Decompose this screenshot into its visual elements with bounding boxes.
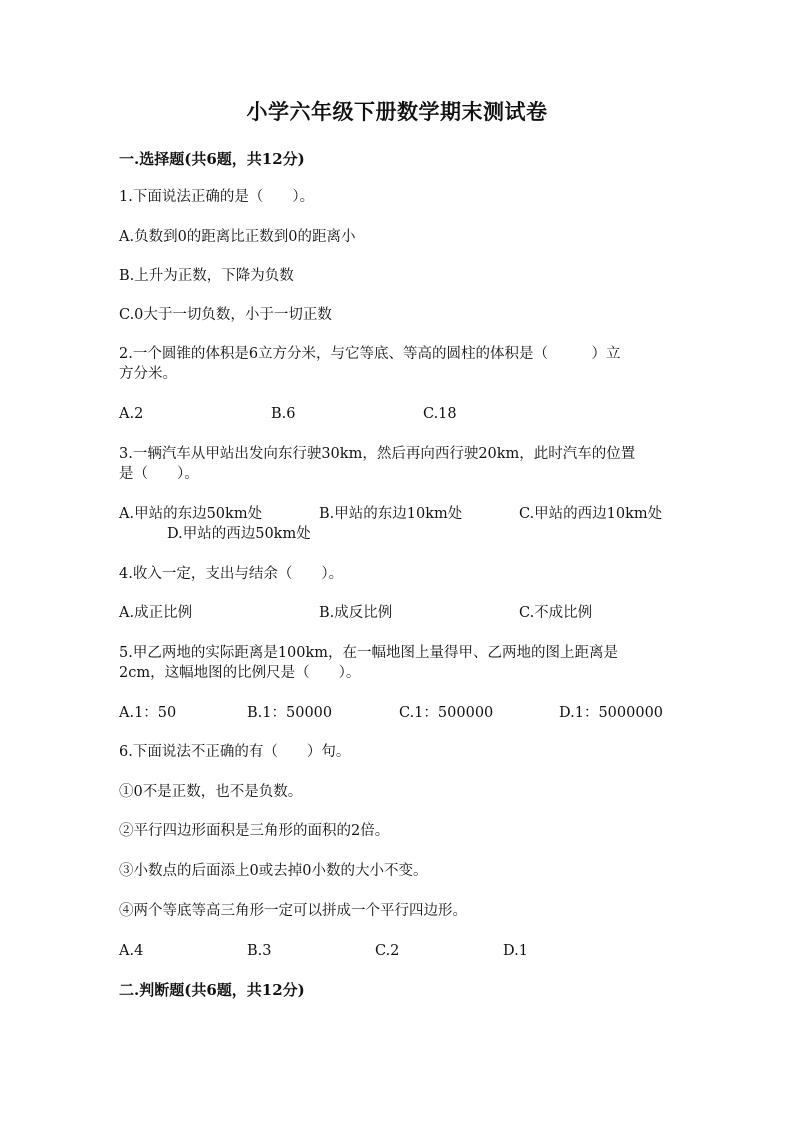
question-5-option-c: C.1：500000 bbox=[399, 705, 494, 721]
question-4-option-b: B.成反比例 bbox=[319, 605, 393, 621]
question-3-stem-line-2: 是（ ）。 bbox=[119, 466, 199, 482]
question-6-statement-1: ①0不是正数，也不是负数。 bbox=[119, 784, 303, 800]
question-6-option-d: D.1 bbox=[503, 943, 528, 959]
question-6-option-a: A.4 bbox=[119, 943, 144, 959]
question-4-option-a: A.成正比例 bbox=[119, 605, 193, 621]
page-title: 小学六年级下册数学期末测试卷 bbox=[246, 99, 548, 124]
question-4-option-c: C.不成比例 bbox=[519, 605, 593, 621]
question-2-option-a: A.2 bbox=[119, 406, 144, 422]
question-3-option-d: D.甲站的西边50km处 bbox=[167, 526, 311, 542]
question-2-option-b: B.6 bbox=[271, 406, 296, 422]
question-1-option-b: B.上升为正数，下降为负数 bbox=[119, 268, 294, 284]
question-2-stem-line-2: 方分米。 bbox=[119, 366, 177, 382]
question-2-option-c: C.18 bbox=[423, 406, 457, 422]
question-1-option-c: C.0大于一切负数，小于一切正数 bbox=[119, 307, 332, 323]
question-5-stem-line-1: 5.甲乙两地的实际距离是100km，在一幅地图上量得甲、乙两地的图上距离是 bbox=[119, 645, 619, 661]
question-5-stem-line-2: 2cm，这幅地图的比例尺是（ ）。 bbox=[119, 665, 361, 681]
question-2-stem-line-1: 2.一个圆锥的体积是6立方分米，与它等底、等高的圆柱的体积是（ ）立 bbox=[119, 346, 621, 362]
question-5-option-b: B.1：50000 bbox=[247, 705, 333, 721]
question-6-statement-2: ②平行四边形面积是三角形的面积的2倍。 bbox=[119, 823, 390, 839]
question-3-option-c: C.甲站的西边10km处 bbox=[519, 506, 663, 522]
question-6-option-c: C.2 bbox=[375, 943, 400, 959]
question-3-stem-line-1: 3.一辆汽车从甲站出发向东行驶30km，然后再向西行驶20km，此时汽车的位置 bbox=[119, 446, 636, 462]
question-6-option-b: B.3 bbox=[247, 943, 272, 959]
question-3-option-b: B.甲站的东边10km处 bbox=[319, 506, 463, 522]
question-5-option-d: D.1：5000000 bbox=[559, 705, 664, 721]
question-6-statement-3: ③小数点的后面添上0或去掉0小数的大小不变。 bbox=[119, 863, 428, 879]
question-5-option-a: A.1：50 bbox=[119, 705, 177, 721]
question-1-stem: 1.下面说法正确的是（ ）。 bbox=[119, 189, 315, 205]
question-6-stem: 6.下面说法不正确的有（ ）句。 bbox=[119, 744, 351, 760]
question-3-option-a: A.甲站的东边50km处 bbox=[119, 506, 263, 522]
question-1-option-a: A.负数到0的距离比正数到0的距离小 bbox=[119, 229, 356, 245]
section-heading-judgement: 二.判断题(共6题，共12分) bbox=[119, 981, 305, 999]
question-6-statement-4: ④两个等底等高三角形一定可以拼成一个平行四边形。 bbox=[119, 903, 467, 919]
section-heading-choice: 一.选择题(共6题，共12分) bbox=[119, 150, 305, 168]
question-4-stem: 4.收入一定，支出与结余（ ）。 bbox=[119, 566, 344, 582]
